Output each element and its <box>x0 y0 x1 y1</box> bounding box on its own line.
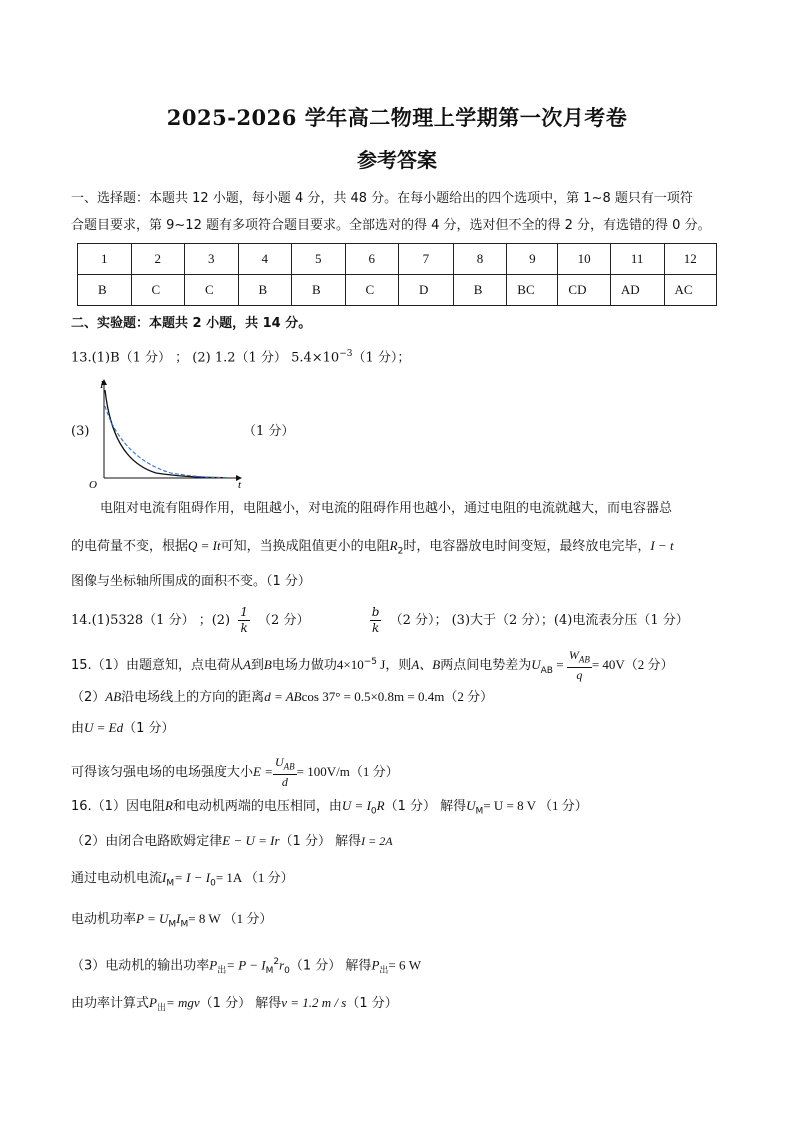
resistor-symbol: R <box>164 798 173 813</box>
q15-line3 <box>71 719 175 738</box>
fraction-numerator: 1 <box>240 605 248 619</box>
motor-voltage-symbol: U <box>466 798 476 813</box>
q14-part-c: （2 分）； (3)大于（2 分）；(4)电流表分压（1 分） <box>389 613 689 628</box>
fraction-denominator: q <box>576 668 583 683</box>
fraction-u-over-d <box>273 755 297 790</box>
subscript: M <box>166 878 175 889</box>
q15-text: 到 <box>250 658 264 674</box>
subscript: 0 <box>370 806 377 817</box>
question-number: 2 <box>131 244 185 275</box>
point-a: A <box>242 657 251 673</box>
q15-line2 <box>71 688 493 707</box>
q13-line1 <box>71 345 410 367</box>
discharge-curve-original <box>105 390 226 478</box>
fraction-numerator: b <box>371 605 380 619</box>
point-b: B <box>263 657 272 673</box>
subscript: M <box>265 965 274 976</box>
q15-result-1: = 40V（2 分） <box>591 657 674 673</box>
fraction-numerator-subscript: AB <box>578 654 590 665</box>
q16-line4 <box>71 910 272 934</box>
question-number: 12 <box>664 244 716 275</box>
question-number: 4 <box>238 244 292 275</box>
formula-u-ir: U = I <box>341 798 371 813</box>
section1-heading-line1: 一、选择题：本题共 12 小题，每小题 4 分，共 48 分。在每小题给出的四个选项中，第 1~8 题只有一项符 <box>71 191 693 206</box>
fraction-numerator-symbol: U <box>274 755 284 769</box>
motor-current-symbol: I <box>162 870 167 885</box>
answer-cell: BC <box>507 275 558 306</box>
i-axis-label: I <box>100 379 104 391</box>
output-power-symbol: P <box>371 957 380 973</box>
answer-cell: CD <box>558 275 610 306</box>
question-number: 3 <box>185 244 239 275</box>
q16-score: （1 分） <box>346 996 398 1011</box>
explanation-line2 <box>71 537 674 561</box>
power-result: = 8 W （1 分） <box>188 911 273 926</box>
q16-text: （1 分） 解得 <box>289 958 372 974</box>
answer-cell: B <box>78 275 132 306</box>
question-number: 1 <box>78 244 132 275</box>
q15-text: 两点间电势差为 <box>440 658 532 674</box>
superscript: 2 <box>273 957 280 967</box>
fraction-denominator: d <box>281 775 288 790</box>
q15-line1: 15.（1）由题意知，点电荷从A到B电场力做功$4\times 10^{-5}$ J，则A、B两点间电势差为$U_{AB}$ = $\frac{W_{AB}}{q}$ = 40V（2 分） <box>71 648 674 683</box>
subscript: 出 <box>156 1003 166 1014</box>
work-value: 4×10 <box>336 657 364 673</box>
q15-line4 <box>71 755 399 790</box>
formula-i-minus-i0: = I − I <box>174 870 211 885</box>
q15-text: ，则 <box>385 658 412 674</box>
segment-ab: AB <box>105 689 122 704</box>
current-symbol: I <box>176 911 181 926</box>
origin-label: O <box>89 479 97 488</box>
subscript: M <box>180 919 189 930</box>
subscript: 0 <box>284 965 290 976</box>
field-result: = 100V/m（1 分） <box>296 764 399 780</box>
formula-output-power: = P − I <box>226 957 266 973</box>
q16-text: （1 分） 解得 <box>384 799 467 814</box>
q15-score: （1 分） <box>123 721 175 736</box>
explanation-text: 的电荷量不变，根据 <box>71 539 189 554</box>
points-ab: A、B <box>411 657 441 673</box>
formula-ohm-law: E − U = Ir <box>222 833 280 848</box>
page-subtitle: 参考答案 <box>357 148 437 172</box>
answer-cell: B <box>292 275 346 306</box>
subscript: 出 <box>379 965 389 976</box>
q16-line1 <box>71 797 588 821</box>
q16-line3 <box>71 869 294 893</box>
fraction-denominator: k <box>371 621 380 635</box>
velocity-result: v = 1.2 m / s <box>281 995 347 1010</box>
fraction-numerator-subscript: AB <box>283 761 295 772</box>
t-axis-label: t <box>238 479 242 488</box>
fraction-b-over-k <box>370 605 382 636</box>
q16-text: 16.（1）因电阻 <box>71 799 165 814</box>
question-number: 7 <box>399 244 454 275</box>
q16-text: 通过电动机电流 <box>71 871 163 886</box>
q16-text: （1 分） 解得 <box>279 834 362 849</box>
q16-text: 由功率计算式 <box>71 996 150 1011</box>
explanation-text: 可知，当换成阻值更小的电阻 <box>220 539 390 554</box>
work-exponent: −5 <box>363 656 378 667</box>
q13-3-score: （1 分） <box>243 424 295 439</box>
answer-cell: C <box>185 275 239 306</box>
q13-part-a: 13.(1)B（1 分） ； (2) 1.2（1 分） 5.4×10 <box>71 350 340 366</box>
q13-part-b: （1 分）； <box>352 350 411 366</box>
q14-part-a: 14.(1)5328（1 分） ；(2) <box>71 613 231 628</box>
question-number: 8 <box>453 244 507 275</box>
resistance-symbol: r <box>279 957 285 973</box>
q14-part-b: （2 分） <box>258 613 310 628</box>
formula-u-ed: U = Ed <box>84 720 124 735</box>
distance-formula: d = AB <box>264 689 302 704</box>
q16-text: （3）电动机的输出功率 <box>71 958 210 974</box>
i-t-symbol: I − t <box>650 538 674 553</box>
answer-table <box>77 243 717 306</box>
work-unit: J <box>377 657 386 673</box>
fraction-numerator <box>273 755 297 775</box>
voltage-symbol: U <box>531 657 541 673</box>
answer-cell: B <box>238 275 292 306</box>
q13-exponent: −3 <box>339 349 353 359</box>
q15-text: 沿电场线上的方向的距离 <box>121 690 265 705</box>
answer-cell: C <box>131 275 185 306</box>
current-result: I = 2A <box>361 834 393 848</box>
q15-text: （2） <box>71 690 106 705</box>
resistor-symbol: R <box>389 538 398 553</box>
q16-line6 <box>71 994 398 1018</box>
answer-cell: B <box>453 275 507 306</box>
q15-text: 电场力做功 <box>271 658 337 674</box>
motor-current-result: = 1A （1 分） <box>215 870 294 885</box>
resistor-symbol: R <box>376 798 385 813</box>
q16-text: （1 分） 解得 <box>199 996 282 1011</box>
q16-line5 <box>71 953 421 980</box>
q15-text: 由 <box>71 721 85 736</box>
subscript: M <box>168 919 177 930</box>
q15-text: 15.（1）由题意知，点电荷从 <box>71 658 243 674</box>
formula-power: P = U <box>136 911 169 926</box>
output-power-symbol: P <box>209 957 218 973</box>
formula-q-it: Q = It <box>188 538 221 553</box>
q13-3-label: (3) <box>71 424 90 439</box>
output-power-result: = 6 W <box>388 957 422 973</box>
distance-result: cos 37° = 0.5×0.8m = 0.4m（2 分） <box>301 689 494 704</box>
q16-text: 电动机功率 <box>71 912 137 927</box>
q16-text: 和电动机两端的电压相同，由 <box>172 799 342 814</box>
section1-heading-line2: 合题目要求，第 9~12 题有多项符合题目要求。全部选对的得 4 分，选对但不全的得 2 分，有选错的得 0 分。 <box>71 218 711 233</box>
answer-cell: D <box>399 275 454 306</box>
output-power-symbol: P <box>149 995 157 1010</box>
question-number: 5 <box>292 244 346 275</box>
q16-line2 <box>71 832 393 851</box>
subscript: 出 <box>217 965 227 976</box>
fraction-1-over-k <box>238 605 250 636</box>
question-number: 6 <box>345 244 399 275</box>
motor-voltage-result: = U = 8 V （1 分） <box>483 798 588 813</box>
resistor-subscript: 2 <box>397 546 404 557</box>
q15-text: 可得该匀强电场的电场强度大小 <box>71 765 254 781</box>
answer-cell: AC <box>664 275 716 306</box>
answer-cell: AD <box>610 275 664 306</box>
question-number: 9 <box>507 244 558 275</box>
question-number: 10 <box>558 244 610 275</box>
section2-heading: 二、实验题：本题共 2 小题，共 14 分。 <box>71 316 312 331</box>
answer-table-answer-row <box>78 275 717 306</box>
current-time-graph <box>86 378 246 488</box>
subscript: M <box>475 806 484 817</box>
subscript: 0 <box>210 878 216 889</box>
explanation-line1: 电阻对电流有阻碍作用，电阻越小，对电流的阻碍作用也越小，通过电阻的电流就越大，而电容器总 <box>100 501 673 516</box>
answer-cell: C <box>345 275 399 306</box>
formula-mgv: = mgv <box>165 995 200 1010</box>
explanation-line3: 图像与坐标轴所围成的面积不变。（1 分） <box>71 574 311 589</box>
page-title: 2025-2026 学年高二物理上学期第一次月考卷 <box>166 105 628 130</box>
fraction-numerator <box>567 648 592 668</box>
fraction-w-over-q <box>567 648 592 683</box>
q14-line <box>71 605 689 636</box>
question-number: 11 <box>610 244 664 275</box>
field-symbol: E = <box>253 764 273 780</box>
answer-table-number-row <box>78 244 717 275</box>
discharge-curve-new <box>105 406 226 478</box>
fraction-numerator-symbol: W <box>568 648 579 662</box>
voltage-subscript: AB <box>540 665 553 676</box>
explanation-text: 时，电容器放电时间变短，最终放电完毕， <box>403 539 651 554</box>
fraction-denominator: k <box>240 621 248 635</box>
q16-text: （2）由闭合电路欧姆定律 <box>71 834 223 849</box>
